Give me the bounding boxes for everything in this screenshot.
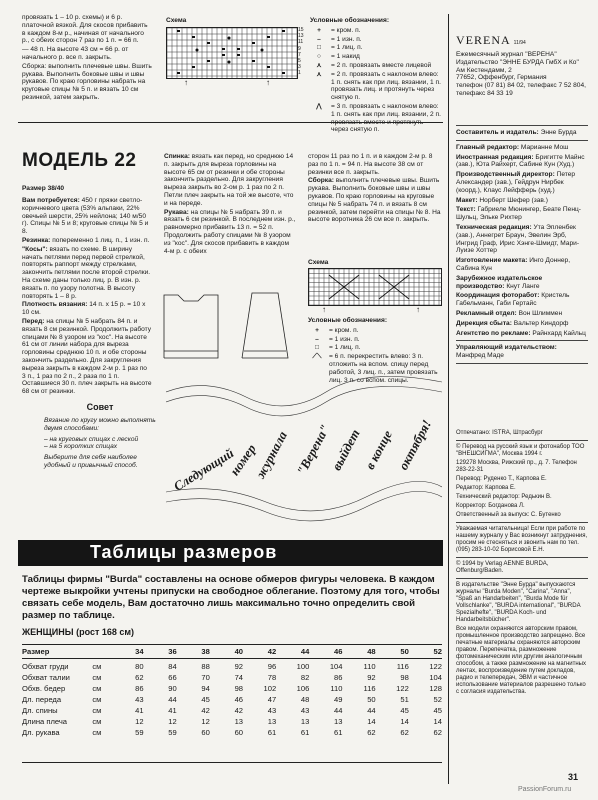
row-label: Дл. рукава — [22, 728, 60, 737]
value-cell: 50 — [367, 695, 376, 704]
legend-text: = 1 изн. п. — [329, 335, 360, 343]
model-para: "Косы": вязать по схеме. В ширину начать петлями перед первой стрелкой, повторять раппорт между стрелками, закончить петлями после второй стрелки. На схеме даны только лиц. р. В изн. р. вязать п. по узору полотна. В высоту повторять 1 – 8 р. — [22, 245, 151, 300]
header-cell — [90, 646, 110, 657]
value-cell: 43 — [135, 695, 144, 704]
value-cell: 41 — [168, 706, 177, 715]
legend2-title: Условные обозначения: — [308, 317, 388, 324]
header-cell: Размер — [22, 647, 50, 656]
value-cell: 51 — [400, 695, 409, 704]
value-cell: 13 — [300, 717, 310, 726]
value-cell: 43 — [267, 706, 277, 715]
legend-text: = 1 изн. п. — [331, 35, 362, 43]
value-cell: 62 — [367, 728, 376, 737]
mid-para: Спинка: вязать как перед, но среднюю 14 п. закрыть для выреза горловины на высоте 65 см от резинки и обе стороны закончить раздельно. Для закругления выреза закрыть во 2-ом р. 1 раз по 2 п. Петли плеч закрыть на той же высоте, что и на переде. — [164, 153, 294, 207]
masthead-line: телефон (07 81) 84 02, телефакс 7 52 804, — [456, 82, 586, 90]
value-cell: 14 — [433, 717, 442, 726]
value-cell: 100 — [296, 662, 310, 671]
model-title: МОДЕЛЬ 22 — [22, 150, 137, 171]
value-cell: 116 — [396, 662, 409, 671]
value-cell: 12 — [135, 717, 144, 726]
value-cell: 106 — [296, 684, 310, 693]
value-cell: 12 — [201, 717, 210, 726]
model-para: Вам потребуется: 450 г пряжи светло-коричневого цвета (53% альпаки, 22% овечьей шерсти, 25% нейлона; 140 м/50 г). Спицы № 5 и 8; круговые спицы № 5 и 8. — [22, 197, 149, 236]
footer-para: В издательстве "Энне Бурда" выпускаются журналы "Burda Moden", "Carina", "Anna", "Spaß an Handarbeiten", "Burda Mode für Vollschlanke", "BURDA international", "BURDA Spezialhefte", "BURDA Koch- und Handarbeitsbücher". — [456, 582, 581, 623]
tip-intro: Вязание по кругу можно выполнять двумя способами: — [44, 417, 156, 432]
top-left-text — [22, 14, 152, 103]
credit-item: Рекламный отдел: Вон Шлиммен — [456, 309, 563, 317]
scheme2-grid — [309, 269, 441, 305]
unit-cell: см — [92, 706, 102, 715]
value-cell: 84 — [168, 662, 177, 671]
separator — [456, 363, 588, 364]
row-number: 9 — [298, 45, 301, 52]
value-cell: 104 — [329, 662, 343, 671]
value-cell: 74 — [234, 673, 244, 682]
value-cell: 88 — [201, 662, 210, 671]
value-cell: 80 — [135, 662, 144, 671]
value-cell: 13 — [267, 717, 277, 726]
header-cell: 34 — [135, 647, 144, 656]
value-cell: 47 — [267, 695, 277, 704]
row-number: 15 — [298, 27, 304, 33]
scheme1-label: Схема — [166, 17, 187, 24]
footer-para: Технический редактор: Редькин В. — [456, 494, 552, 500]
table-header-rule — [22, 658, 442, 659]
legend-item — [310, 27, 442, 35]
footer-para: Перевод: Руденко Т., Карпова Е. — [456, 476, 547, 482]
legend-item — [308, 327, 444, 335]
row-number: 11 — [298, 39, 304, 46]
value-cell: 42 — [201, 706, 210, 715]
banner-word: "Верена" — [293, 422, 333, 478]
right-para: сторон 11 раз по 1 п. и в каждом 2-м р. 8 раз по 1 п. = 94 п. На высоте 38 см от резинки все п. закрыть. — [308, 153, 433, 176]
value-cell: 66 — [168, 673, 177, 682]
row-label: Дл. переда — [22, 695, 62, 704]
header-cell: 38 — [201, 647, 210, 656]
legend1-title: Условные обозначения: — [310, 17, 390, 24]
value-cell: 61 — [334, 728, 343, 737]
cable-cross-icon: ⟋⟍ — [312, 353, 322, 361]
masthead-line: телефакс 84 33 19 — [456, 89, 513, 97]
size-subheading: ЖЕНЩИНЫ (рост 168 см) — [22, 627, 135, 637]
header-cell: 48 — [367, 647, 376, 656]
row-label: Обхв. бедер — [22, 684, 66, 693]
value-cell: 86 — [334, 673, 343, 682]
separator — [456, 440, 588, 441]
table-row — [22, 683, 442, 694]
legend-text: = кром. п. — [331, 26, 361, 34]
value-cell: 102 — [263, 684, 277, 693]
footer-para: Редактор: Карпова Е. — [456, 485, 516, 491]
size-table — [22, 646, 442, 657]
knit-symbol-icon: □ — [315, 344, 319, 352]
model-instructions — [22, 197, 152, 397]
value-cell: 44 — [367, 706, 376, 715]
table-bottom-rule — [22, 762, 442, 763]
row-number: 1 — [298, 70, 301, 77]
value-cell: 59 — [135, 728, 144, 737]
section-divider — [18, 122, 443, 123]
separator — [456, 557, 588, 558]
right-footer — [456, 430, 588, 698]
credit-item: Главный редактор: Марианне Мош — [456, 143, 569, 151]
header-cell: 42 — [267, 647, 277, 656]
legend-item — [310, 44, 442, 52]
tip-item: – на круговых спицах с леской — [44, 435, 139, 443]
size-heading-bar — [18, 540, 443, 566]
scheme1-grid — [167, 28, 297, 78]
arrow-up-icon: ↑ — [184, 78, 188, 87]
footer-para: Уважаемая читательница! Если при работе по нашему журналу у Вас возникнут затруднения, просим не стесняться и звонить нам по тел. (095) 283-10-02 Борисовой Е.Н. — [456, 526, 588, 553]
banner-word: Следующий — [170, 445, 237, 494]
value-cell: 92 — [367, 673, 376, 682]
table-header-row — [22, 646, 442, 657]
footer-para: 129278 Москва, Рижский пр., д. 7. Телефон 283-22-31 — [456, 460, 577, 473]
table-row — [22, 716, 442, 727]
masthead-line: Ам Кестендамм, 2 — [456, 66, 512, 74]
value-cell: 44 — [334, 706, 343, 715]
value-cell: 78 — [267, 673, 277, 682]
value-cell: 116 — [363, 684, 376, 693]
legend-text: = 6 п. перекрестить влево: 3 п. отложить на вспом. спицу перед работой, 3 лиц. п., затем провязать лиц. 3 п. со вспом. спицы. — [329, 353, 438, 384]
pattern-drawing — [160, 283, 300, 363]
value-cell: 60 — [201, 728, 210, 737]
k2tog-icon: ⋏ — [316, 61, 322, 69]
watermark: PassionForum.ru — [518, 786, 572, 793]
footer-para: © Перевод на русский язык и фотонабор ТОО "ВНЕШСИГМА", Москва 1994 г. — [456, 444, 585, 457]
unit-cell: см — [92, 728, 102, 737]
size-heading: Таблицы размеров — [90, 542, 278, 562]
credit-item: Дирекция сбыта: Вальтер Киндорф — [456, 319, 569, 327]
banner-word: выйдет — [328, 426, 363, 473]
mid-instructions — [164, 153, 296, 256]
brand-logo: VERENA — [456, 33, 511, 47]
top-left-para: — 48 п. На высоте 43 см = 66 р. от начального р. все п. закрыть. — [22, 46, 129, 61]
credit-item: Техническая редакция: Ута Эпленбек (зав.), Аннегрет Браун, Эвелин Эрб, Ингрид Граф, Ирис Хэнге-Шмидт, Мари-Луизе Хоттер — [456, 223, 580, 255]
value-cell: 98 — [400, 673, 409, 682]
footer-para: Ответственный за выпуск: С. Бутенко — [456, 512, 561, 518]
model-size: Размер 38/40 — [22, 185, 65, 192]
credits — [456, 122, 588, 367]
credit-item: Составитель и издатель: Энне Бурда — [456, 129, 577, 136]
row-number: 3 — [298, 64, 301, 71]
column-divider — [448, 14, 449, 784]
value-cell: 42 — [234, 706, 244, 715]
issue-number: 11/94 — [513, 40, 526, 46]
right-para: Сборка: выполнить плечевые швы. Вшить рукава. Выполнить боковые швы и швы рукавов. По краю горловины на круговые спицы № 5 набрать 74 п. и вязать 8 см резинкой, затем перейти на спицы № 8. На высоте воротника 26 см все п. закрыть. — [308, 177, 441, 224]
header-cell: 36 — [168, 647, 177, 656]
value-cell: 128 — [429, 684, 442, 693]
masthead-line: Издательство "ЭННЕ БУРДА ГмбХ и Ко" — [456, 58, 579, 66]
value-cell: 44 — [168, 695, 177, 704]
value-cell: 82 — [300, 673, 310, 682]
size-table-body — [22, 661, 442, 738]
value-cell: 43 — [300, 706, 310, 715]
unit-cell: см — [92, 662, 102, 671]
right-instructions — [308, 153, 444, 225]
value-cell: 86 — [135, 684, 144, 693]
credit-item: Зарубежное издательское производство: Кнут Ланге — [456, 274, 543, 290]
value-cell: 90 — [168, 684, 177, 693]
value-cell: 52 — [433, 695, 442, 704]
row-label: Обхват талии — [22, 673, 70, 682]
banner-word: октября! — [395, 417, 435, 473]
value-cell: 62 — [433, 728, 442, 737]
scheme2-label: Схема — [308, 259, 329, 266]
value-cell: 13 — [334, 717, 343, 726]
legend-text: = 1 накид — [331, 53, 360, 61]
arrow-up-icon: ↑ — [416, 305, 420, 314]
tip-title: Совет — [86, 402, 114, 412]
separator — [456, 125, 588, 126]
value-cell: 70 — [201, 673, 210, 682]
legend-item — [310, 53, 442, 61]
sweater-schematic — [160, 283, 300, 363]
header-cell: 50 — [400, 647, 409, 656]
kromka-symbol-icon: + — [317, 26, 321, 34]
value-cell: 98 — [234, 684, 244, 693]
separator — [456, 140, 588, 141]
scheme2-chart — [308, 268, 442, 306]
credit-item: Производственный директор: Петер Александер (зав.), Гейдрун Нирбек (коорд.), Клаус Лейфферь (худ.) — [456, 171, 576, 194]
footer-para: © 1994 by Verlag AENNE BURDA, Offenburg/Baden. — [456, 561, 549, 574]
legend-item — [308, 344, 444, 352]
value-cell: 122 — [396, 684, 409, 693]
header-cell: 44 — [300, 647, 310, 656]
tip-item: – на 5 коротких спицах — [44, 443, 118, 451]
credit-item: Изготовление макета: Инго Доннер, Сабина Кун — [456, 257, 571, 272]
row-number: 7 — [298, 51, 301, 58]
model-para: Резинка: попеременно 1 лиц. п., 1 изн. п. — [22, 236, 150, 244]
value-cell: 62 — [400, 728, 409, 737]
table-row — [22, 694, 442, 705]
footer-para: Отпечатано: ISTRA, Штрасбург — [456, 430, 543, 436]
value-cell: 96 — [267, 662, 277, 671]
footer-para: Корректор: Богданова Л. — [456, 503, 525, 509]
value-cell: 61 — [300, 728, 310, 737]
footer-para: Все модели охраняются авторским правом, промышленное производство запрещено. Все печатные материалы охраняются авторским правом. Перепечатка, размножение фотомеханическим или другим аналогичным способом, а также размножение на магнитных лентах, воспроизведение путем докладов, радио и телепередач, ЭВМ и частичное использование материалов разрешено только с согласия издательства. — [456, 626, 586, 695]
k3tog-icon: ⋀ — [316, 102, 322, 110]
value-cell: 13 — [234, 717, 244, 726]
value-cell: 92 — [234, 662, 244, 671]
scheme1-row-numbers — [298, 27, 304, 77]
masthead-line: Ежемесячный журнал "ВЕРЕНА" — [456, 51, 557, 58]
top-left-para: Сборка: выполнить плечевые швы. Вшить рукава. Выполнить боковые швы и швы рукавов. По краю горловины набрать на круговые спицы № 5 п. и вязать 10 см резинкой, затем закрыть. — [22, 62, 152, 101]
credit-item: Иностранная редакция: Бригитте Майнс (зав.), Юта Райхерт, Сабине Кун (Худ.) — [456, 153, 585, 169]
value-cell: 45 — [201, 695, 210, 704]
ssk-icon: ⋏ — [316, 70, 322, 78]
value-cell: 45 — [433, 706, 442, 715]
purl-symbol-icon: – — [315, 335, 319, 343]
banner-word: в конце — [362, 427, 395, 472]
value-cell: 104 — [429, 673, 442, 682]
row-number: 5 — [298, 58, 301, 65]
mid-para: Рукава: на спицы № 5 набрать 39 п. и вязать 6 см резинкой. В последнем изн. р., равномерно прибавить 13 п. = 52 п. Продолжить работу спицами № 8 узором из "кос". Для скосов прибавить в каждом 4-м р. с обеих — [164, 208, 296, 255]
value-cell: 12 — [168, 717, 177, 726]
separator — [456, 578, 588, 579]
table-row — [22, 705, 442, 716]
tip-outro: Выберите для себя наиболее удобный и привычный способ. — [44, 454, 138, 469]
legend-text: = 2 п. провязать вместе лицевой — [331, 61, 432, 69]
separator — [456, 340, 588, 341]
masthead-line: 77652, Оффенбург, Германия — [456, 74, 547, 82]
legend-text: = кром. п. — [329, 326, 359, 334]
header-cell: 40 — [234, 647, 244, 656]
value-cell: 14 — [400, 717, 409, 726]
value-cell: 94 — [201, 684, 210, 693]
table-row — [22, 727, 442, 738]
credit-item: Макет: Норберт Шефер (зав.) — [456, 196, 548, 204]
value-cell: 49 — [334, 695, 343, 704]
row-label: Обхват груди — [22, 662, 69, 671]
size-intro: Таблицы фирмы "Burda" составлены на основе обмеров фигуры человека. В каждом чертеже выкройки учтены припуски на свободное облегание. Поэтому для того, чтобы связать себе модель, Вам достаточно лишь максимально точно определить свой размер по таблице. — [22, 574, 440, 621]
masthead — [456, 33, 586, 98]
row-label: Длина плеча — [22, 717, 68, 726]
legend-item — [310, 103, 442, 134]
tip-box — [44, 402, 156, 470]
value-cell: 46 — [234, 695, 244, 704]
knit-symbol-icon: □ — [317, 44, 321, 52]
value-cell: 41 — [135, 706, 144, 715]
legend-text: = 1 лиц. п. — [331, 44, 363, 52]
unit-cell: см — [92, 695, 102, 704]
legend-text: = 2 п. провязать с наклоном влево: 1 п. снять как при лиц. вязании, 1 п. провязать лиц. и протянуть через снятую п. — [331, 70, 441, 102]
header-cell: 46 — [334, 647, 343, 656]
value-cell: 61 — [267, 728, 277, 737]
value-cell: 122 — [429, 662, 442, 671]
credit-item: Текст: Габриеле Мюнингер, Беате Пенц-Шульц, Эльке Рихтер — [456, 206, 581, 222]
kromka-symbol-icon: + — [315, 326, 319, 334]
model-para: Плотность вязания: 14 п. x 15 р. = 10 x 10 см. — [22, 301, 146, 317]
credit-item: Управляющий издательством: Манфред Маде — [456, 344, 557, 360]
purl-symbol-icon: – — [317, 35, 321, 43]
credit-item: Агентство по рекламе: Райнхард Кайльц — [456, 329, 586, 337]
banner-word: номер — [226, 441, 259, 479]
value-cell: 48 — [300, 695, 310, 704]
value-cell: 60 — [234, 728, 244, 737]
legend-item — [310, 71, 442, 102]
unit-cell: см — [92, 684, 102, 693]
separator — [456, 522, 588, 523]
value-cell: 59 — [168, 728, 177, 737]
legend-item — [308, 336, 444, 344]
arrow-up-icon: ↑ — [322, 305, 326, 314]
unit-cell: см — [92, 673, 102, 682]
legend1 — [310, 17, 442, 135]
table-top-rule — [22, 644, 442, 645]
banner-word: журнала — [252, 428, 290, 481]
value-cell: 110 — [363, 662, 376, 671]
next-issue-banner — [166, 372, 442, 524]
scheme1-chart — [166, 27, 298, 79]
row-number: 13 — [298, 33, 304, 40]
size-table-wrap — [22, 646, 442, 738]
table-row — [22, 672, 442, 683]
arrow-up-icon: ↑ — [266, 78, 270, 87]
legend-text: = 3 п. провязать с наклоном влево: 1 п. снять как при лиц. вязании, 2 п. через снятую п. — [331, 102, 441, 134]
page-number: 31 — [568, 772, 579, 782]
yarn-over-icon: ○ — [317, 53, 321, 61]
legend-item — [310, 36, 442, 44]
header-cell: 52 — [433, 647, 442, 656]
top-left-para: провязать 1 – 10 р. схемы) и 6 р. платочной вязкой. Для скосов прибавить в каждом 8-м р., начиная от начального р., с обеих сторон 7 раз по 1 п. = 66 п. — [22, 14, 148, 45]
unit-cell: см — [92, 717, 102, 726]
value-cell: 62 — [135, 673, 144, 682]
model-para: Перед: на спицы № 5 набрать 84 п. и вязать 8 см резинкой. Продолжить работу спицами № 8 узором из "кос". На высоте 61 см от линии набора для выреза горловины среднюю 10 п. и обе стороны закончить раздельно. Для закругления выреза закрыть в каждом 2-м р. 1 раз по 3 п., 1 раз по 2 п., 2 раза по 1 п. Оставшиеся 30 п. плеч закрыть на высоте 68 см от резинки. — [22, 317, 152, 396]
legend-item — [310, 62, 442, 70]
value-cell: 14 — [367, 717, 376, 726]
legend-text: = 1 лиц. п. — [329, 344, 361, 352]
value-cell: 45 — [400, 706, 409, 715]
credit-item: Координация фоторабот: Кристель Габельманн, Габи Гертайс — [456, 292, 570, 308]
table-row — [22, 661, 442, 672]
row-label: Дл. спины — [22, 706, 58, 715]
value-cell: 110 — [330, 684, 343, 693]
